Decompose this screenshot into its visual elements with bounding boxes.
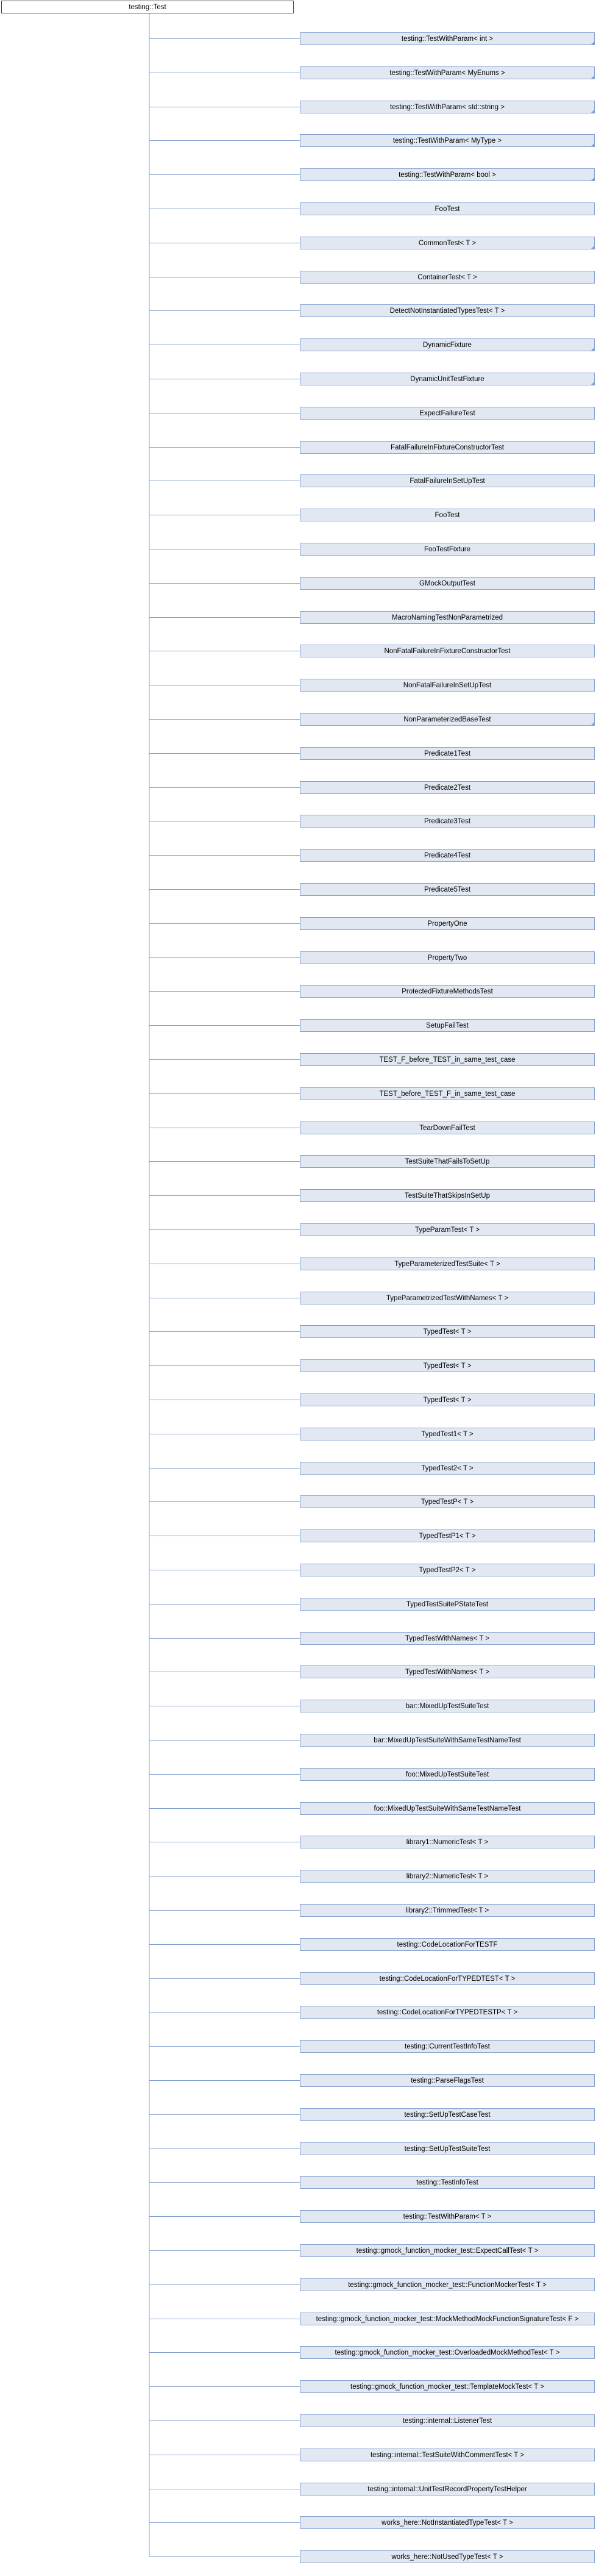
child-node[interactable]	[300, 2483, 595, 2496]
child-node[interactable]	[300, 917, 595, 930]
child-node[interactable]	[300, 713, 595, 726]
child-node[interactable]	[300, 1802, 595, 1815]
child-node[interactable]	[300, 168, 595, 181]
child-node[interactable]	[300, 1632, 595, 1645]
child-node-label: FatalFailureInFixtureConstructorTest	[391, 443, 504, 451]
child-node[interactable]	[300, 304, 595, 317]
child-node[interactable]	[300, 1564, 595, 1576]
child-node-label: TypedTest< T >	[423, 1362, 472, 1370]
child-node-label: TypeParamTest< T >	[414, 1226, 480, 1234]
child-node-label: PropertyOne	[427, 920, 467, 928]
child-node-label: testing::gmock_function_mocker_test::TemplateMockTest< T >	[350, 2383, 544, 2391]
child-node[interactable]	[300, 1836, 595, 1848]
child-node-label: testing::gmock_function_mocker_test::OverloadedMockMethodTest< T >	[335, 2349, 560, 2356]
child-node-label: ExpectFailureTest	[419, 409, 475, 417]
child-node-label: testing::CodeLocationForTESTF	[397, 1941, 498, 1948]
child-node[interactable]	[300, 1598, 595, 1611]
child-node[interactable]	[300, 101, 595, 113]
child-node-label: library2::NumericTest< T >	[406, 1872, 489, 1880]
child-node[interactable]	[300, 1768, 595, 1781]
child-node-label: SetupFailTest	[426, 1021, 469, 1029]
child-node[interactable]	[300, 2244, 595, 2257]
child-node[interactable]	[300, 1462, 595, 1475]
child-node[interactable]	[300, 66, 595, 79]
child-node[interactable]	[300, 1019, 595, 1032]
child-node-label: FooTestFixture	[424, 545, 471, 553]
child-node-label: TypeParametrizedTestWithNames< T >	[386, 1294, 509, 1302]
child-node[interactable]	[300, 407, 595, 420]
child-node[interactable]	[300, 1359, 595, 1372]
child-node-label: TypedTest< T >	[423, 1396, 472, 1404]
child-node[interactable]	[300, 543, 595, 556]
child-node-label: TypedTestWithNames< T >	[405, 1668, 490, 1676]
child-node[interactable]	[300, 509, 595, 521]
child-node[interactable]	[300, 1122, 595, 1134]
child-node[interactable]	[300, 134, 595, 147]
child-node-label: TEST_F_before_TEST_in_same_test_case	[379, 1056, 516, 1064]
child-node[interactable]	[300, 781, 595, 794]
child-node-label: testing::CurrentTestInfoTest	[405, 2042, 490, 2050]
child-node-label: ContainerTest< T >	[417, 273, 477, 281]
root-node-testing-test[interactable]	[1, 1, 294, 13]
child-node-label: testing::gmock_function_mocker_test::FunctionMockerTest< T >	[348, 2281, 547, 2289]
child-node-label: testing::internal::ListenerTest	[402, 2417, 492, 2425]
child-node-label: Predicate2Test	[424, 784, 471, 792]
child-node-label: Predicate4Test	[424, 851, 471, 859]
child-node-label: works_here::NotInstantiatedTypeTest< T >	[381, 2519, 513, 2527]
child-node-label: TypedTest2< T >	[421, 1464, 474, 1472]
root-node-label: testing::Test	[129, 3, 166, 11]
child-node-label: ProtectedFixtureMethodsTest	[402, 987, 493, 995]
child-node-label: DynamicFixture	[423, 341, 472, 349]
child-node[interactable]	[300, 2449, 595, 2461]
child-node-label: GMockOutputTest	[419, 579, 476, 587]
child-node[interactable]	[300, 1155, 595, 1168]
child-node[interactable]	[300, 2040, 595, 2053]
child-node-label: NonParameterizedBaseTest	[403, 715, 491, 723]
child-node-label: TypedTestP1< T >	[419, 1532, 476, 1540]
child-node-label: library1::NumericTest< T >	[406, 1838, 489, 1846]
child-node[interactable]	[300, 2142, 595, 2155]
child-node[interactable]	[300, 474, 595, 487]
child-node[interactable]	[300, 1734, 595, 1747]
child-node[interactable]	[300, 1223, 595, 1236]
child-node[interactable]	[300, 2346, 595, 2359]
child-node[interactable]	[300, 2006, 595, 2019]
child-node-label: Predicate5Test	[424, 886, 471, 893]
child-node[interactable]	[300, 1258, 595, 1270]
child-node[interactable]	[300, 747, 595, 760]
child-node-label: TestSuiteThatFailsToSetUp	[405, 1157, 490, 1165]
child-node[interactable]	[300, 1087, 595, 1100]
child-node[interactable]	[300, 1495, 595, 1508]
child-node[interactable]	[300, 2176, 595, 2189]
child-node[interactable]	[300, 1530, 595, 1542]
child-node[interactable]	[300, 441, 595, 454]
child-node[interactable]	[300, 1972, 595, 1985]
child-node-label: PropertyTwo	[427, 954, 467, 962]
child-node[interactable]	[300, 237, 595, 249]
child-node-label: testing::CodeLocationForTYPEDTESTP< T >	[377, 2008, 518, 2016]
child-node-label: testing::TestWithParam< std::string >	[390, 103, 505, 111]
child-node[interactable]	[300, 1325, 595, 1338]
child-node[interactable]	[300, 1904, 595, 1917]
child-node[interactable]	[300, 1292, 595, 1304]
child-node[interactable]	[300, 2313, 595, 2325]
child-node[interactable]	[300, 577, 595, 590]
child-node[interactable]	[300, 271, 595, 284]
child-node-label: testing::SetUpTestCaseTest	[404, 2111, 491, 2119]
child-node[interactable]	[300, 1394, 595, 1406]
child-node-label: testing::TestInfoTest	[416, 2178, 478, 2186]
child-node[interactable]	[300, 985, 595, 998]
child-node-label: Predicate1Test	[424, 750, 471, 757]
child-node[interactable]	[300, 849, 595, 862]
child-node-label: testing::TestWithParam< MyType >	[392, 137, 502, 145]
child-node[interactable]	[300, 1665, 595, 1678]
child-node-label: testing::gmock_function_mocker_test::MockMethodMockFunctionSignatureTest< F >	[316, 2315, 579, 2323]
child-node[interactable]	[300, 2516, 595, 2529]
child-node[interactable]	[300, 2380, 595, 2393]
child-node[interactable]	[300, 2210, 595, 2223]
child-node[interactable]	[300, 815, 595, 828]
child-node-label: NonFatalFailureInFixtureConstructorTest	[384, 647, 511, 655]
child-node-label: bar::MixedUpTestSuiteTest	[405, 1702, 489, 1710]
child-node-label: testing::CodeLocationForTYPEDTEST< T >	[379, 1975, 516, 1983]
child-node-label: testing::TestWithParam< int >	[401, 35, 494, 43]
child-node-label: foo::MixedUpTestSuiteTest	[405, 1770, 489, 1778]
child-node[interactable]	[300, 1870, 595, 1883]
child-node[interactable]	[300, 1189, 595, 1202]
child-node-label: testing::gmock_function_mocker_test::ExpectCallTest< T >	[356, 2247, 539, 2255]
child-node-label: TypedTest< T >	[423, 1328, 472, 1336]
child-node-label: TearDownFailTest	[419, 1124, 475, 1132]
child-node-label: DetectNotInstantiatedTypesTest< T >	[389, 307, 505, 315]
child-node-label: TypedTestP2< T >	[419, 1566, 476, 1574]
child-node-label: CommonTest< T >	[418, 239, 477, 247]
child-node-label: bar::MixedUpTestSuiteWithSameTestNameTest	[374, 1736, 521, 1744]
child-node[interactable]	[300, 2414, 595, 2427]
child-node-label: works_here::NotUsedTypeTest< T >	[391, 2553, 503, 2561]
child-node[interactable]	[300, 2108, 595, 2121]
child-node[interactable]	[300, 883, 595, 896]
child-node[interactable]	[300, 32, 595, 45]
child-node[interactable]	[300, 2550, 595, 2563]
child-node-label: TEST_before_TEST_F_in_same_test_case	[379, 1090, 516, 1098]
child-node-label: testing::SetUpTestSuiteTest	[404, 2145, 491, 2153]
child-node[interactable]	[300, 1428, 595, 1440]
child-node-label: testing::internal::UnitTestRecordPropertyTestHelper	[367, 2485, 527, 2493]
child-node[interactable]	[300, 338, 595, 351]
child-node-label: FatalFailureInSetUpTest	[410, 477, 485, 485]
child-node[interactable]	[300, 373, 595, 385]
child-node-label: foo::MixedUpTestSuiteWithSameTestNameTest	[374, 1805, 521, 1812]
child-node-label: MacroNamingTestNonParametrized	[391, 614, 503, 621]
child-node[interactable]	[300, 2278, 595, 2291]
child-node[interactable]	[300, 951, 595, 964]
child-node[interactable]	[300, 679, 595, 692]
child-node-label: testing::ParseFlagsTest	[411, 2077, 484, 2084]
child-node-label: testing::TestWithParam< MyEnums >	[389, 69, 505, 77]
child-node-label: NonFatalFailureInSetUpTest	[403, 681, 492, 689]
child-node[interactable]	[300, 1938, 595, 1951]
child-node[interactable]	[300, 2074, 595, 2087]
child-node-label: TypedTestWithNames< T >	[405, 1634, 490, 1642]
child-node-label: TypedTestSuitePStateTest	[406, 1600, 489, 1608]
child-node[interactable]	[300, 645, 595, 657]
child-node-label: FooTest	[435, 205, 460, 213]
child-node[interactable]	[300, 1700, 595, 1712]
child-node-label: Predicate3Test	[424, 817, 471, 825]
child-node-label: testing::internal::TestSuiteWithCommentTest< T >	[370, 2451, 525, 2459]
child-node-label: testing::TestWithParam< T >	[403, 2213, 492, 2220]
child-node-label: FooTest	[435, 511, 460, 519]
child-node-label: TypedTest1< T >	[421, 1430, 474, 1438]
child-node-label: TypedTestP< T >	[420, 1498, 474, 1506]
child-node-label: TestSuiteThatSkipsInSetUp	[405, 1192, 490, 1200]
child-node-label: library2::TrimmedTest< T >	[405, 1906, 489, 1914]
child-node[interactable]	[300, 1053, 595, 1066]
child-node-label: testing::TestWithParam< bool >	[399, 171, 496, 179]
child-node[interactable]	[300, 202, 595, 215]
child-node-label: DynamicUnitTestFixture	[410, 375, 484, 383]
child-node[interactable]	[300, 611, 595, 624]
child-node-label: TypeParameterizedTestSuite< T >	[394, 1260, 500, 1268]
